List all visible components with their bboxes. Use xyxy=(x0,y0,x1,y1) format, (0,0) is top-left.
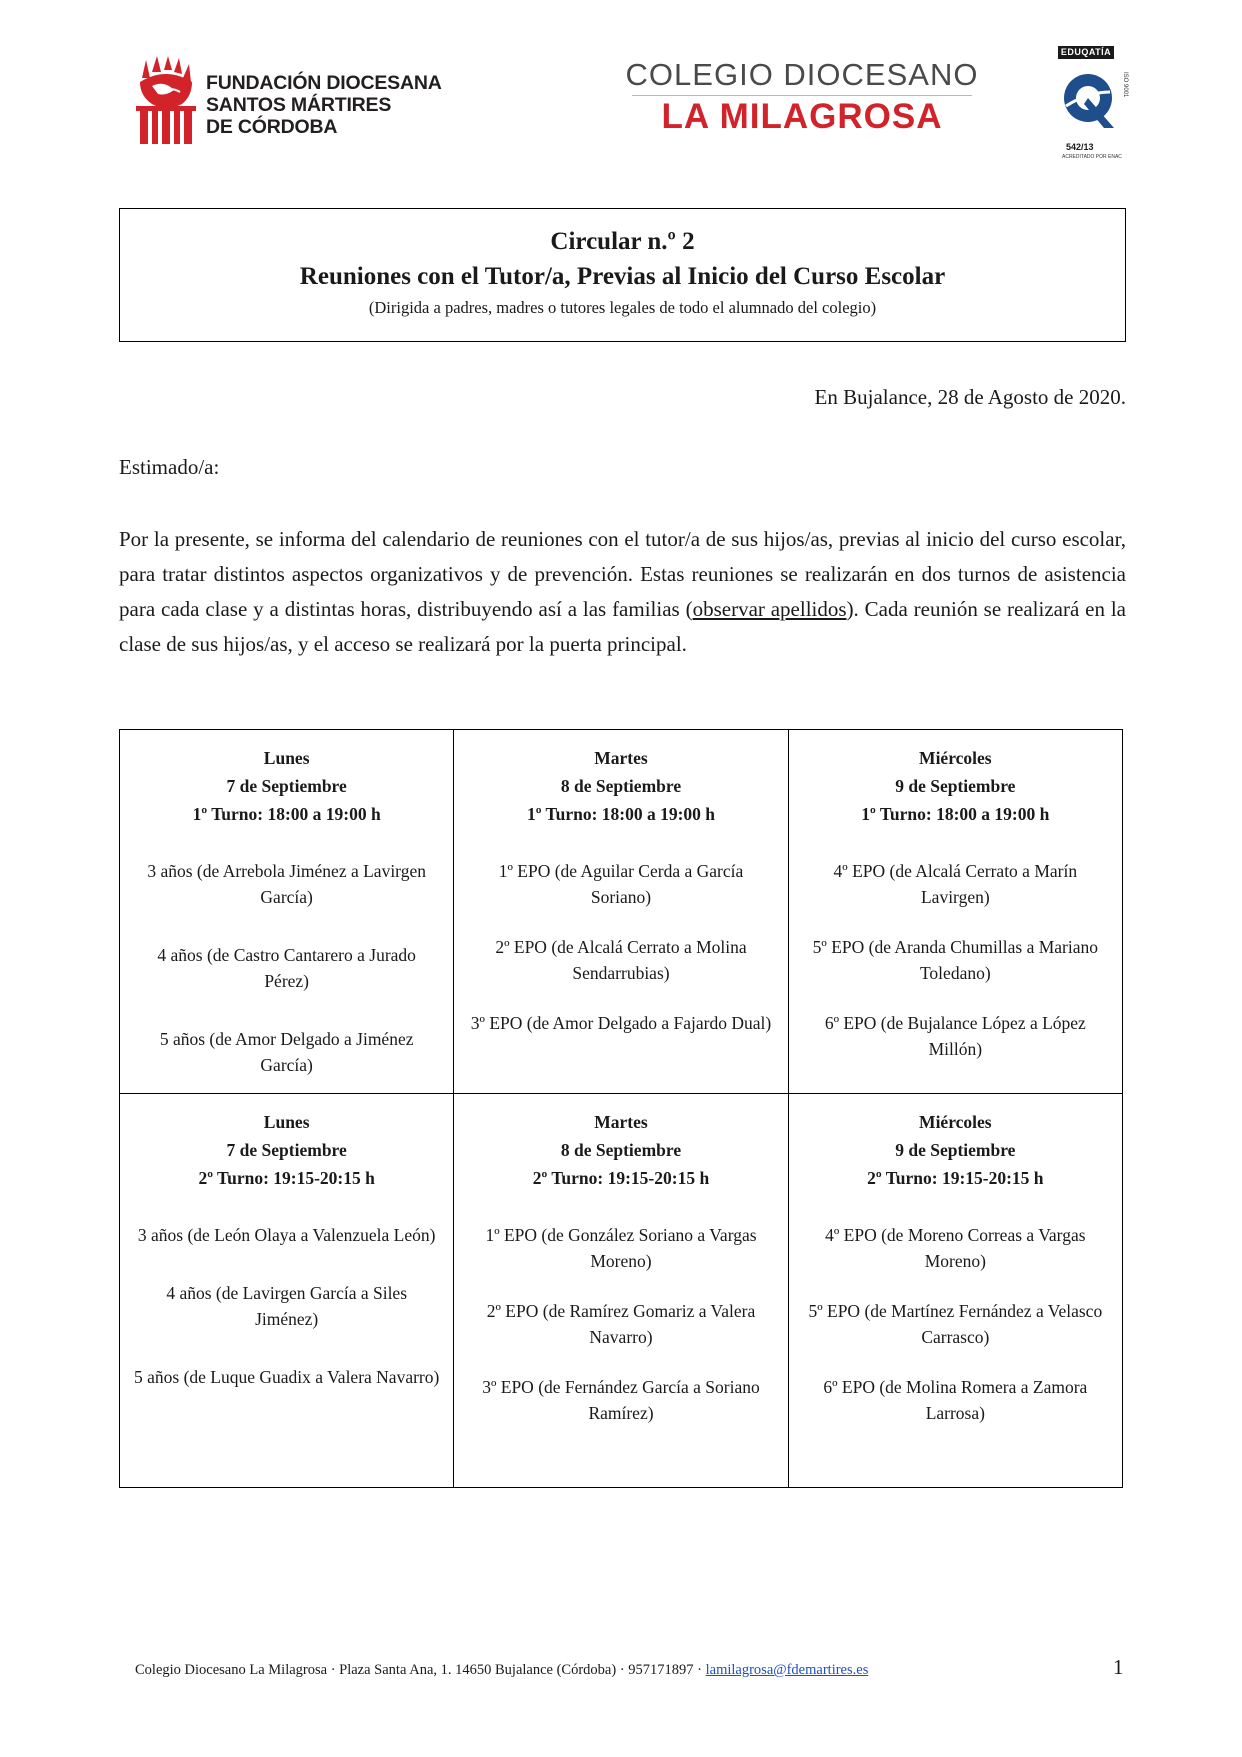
martyrs-emblem-icon xyxy=(134,56,198,148)
schedule-table xyxy=(119,729,1123,1488)
cell-header: Lunes 7 de Septiembre 1º Turno: 18:00 a 19:00 h xyxy=(192,748,381,824)
meeting-entry: 3º EPO (de Amor Delgado a Fajardo Dual) xyxy=(470,1013,772,1033)
circular-title-box xyxy=(119,208,1126,342)
quality-cert-logo xyxy=(1058,46,1138,162)
schedule-cell xyxy=(454,730,788,1094)
footer-address: Colegio Diocesano La Milagrosa · Plaza Santa Ana, 1. 14650 Bujalance (Córdoba) · 957171897 · xyxy=(135,1662,706,1678)
body-underlined: observar apellidos xyxy=(692,597,847,621)
schedule-row-first-turn xyxy=(120,730,1123,1094)
meeting-entry: 6º EPO (de Molina Romera a Zamora Larrosa) xyxy=(823,1377,1088,1423)
cert-label: EDUQATÍA xyxy=(1058,46,1114,59)
schedule-cell xyxy=(788,1094,1122,1488)
meeting-entry: 5º EPO (de Martínez Fernández a Velasco Carrasco) xyxy=(808,1301,1103,1347)
footer-email-link[interactable]: lamilagrosa@fdemartires.es xyxy=(705,1662,869,1678)
schedule-cell xyxy=(788,730,1122,1094)
letter-date: En Bujalance, 28 de Agosto de 2020. xyxy=(814,385,1126,409)
cert-accredited: ACREDITADO POR ENAC xyxy=(1062,154,1122,160)
body-text-1: Por la presente, se informa del calendario de reuniones con el tutor/a de sus hijos/as, previas al inicio del curso escolar, para tratar distintos aspectos organizativos y de prevención. Estas reuniones se realizarán en dos turnos de asistencia para cada clase y a distintas horas, distribuyendo así a las familias ( xyxy=(119,527,1126,621)
circular-title: Reuniones con el Tutor/a, Previas al Inicio del Curso Escolar xyxy=(299,263,946,290)
meeting-entry: 1º EPO (de Aguilar Cerda a García Soriano) xyxy=(498,861,744,907)
meeting-entry: 3 años (de León Olaya a Valenzuela León) xyxy=(137,1225,436,1245)
meeting-entry: 4 años (de Castro Cantarero a Jurado Pérez) xyxy=(157,945,416,991)
cert-number: 542/13 xyxy=(1066,142,1094,152)
school-name-bottom: LA MILAGROSA xyxy=(661,97,943,136)
meeting-entry: 2º EPO (de Ramírez Gomariz a Valera Navarro) xyxy=(486,1301,756,1347)
page-footer xyxy=(135,1662,868,1679)
cert-iso-text: ISO 9001 xyxy=(1122,72,1128,98)
logo-divider xyxy=(632,95,972,96)
cell-header: Lunes 7 de Septiembre 2º Turno: 19:15-20:15 h xyxy=(198,1112,375,1188)
schedule-row-second-turn xyxy=(120,1094,1123,1488)
cell-header: Martes 8 de Septiembre 2º Turno: 19:15-20:15 h xyxy=(532,1112,710,1188)
foundation-name: FUNDACIÓN DIOCESANA SANTOS MÁRTIRES DE CÓRDOBA xyxy=(206,72,442,138)
schedule-cell xyxy=(120,1094,454,1488)
page-number: 1 xyxy=(1113,1655,1124,1679)
schedule-cell xyxy=(120,730,454,1094)
meeting-entry: 5 años (de Luque Guadix a Valera Navarro) xyxy=(134,1367,440,1387)
iso-q-icon xyxy=(1058,62,1138,142)
cell-header: Martes 8 de Septiembre 1º Turno: 18:00 a 19:00 h xyxy=(526,748,716,824)
meeting-entry: 4º EPO (de Moreno Correas a Vargas Moreno) xyxy=(825,1225,1086,1271)
cell-header: Miércoles 9 de Septiembre 2º Turno: 19:15-20:15 h xyxy=(867,1112,1044,1188)
cell-header: Miércoles 9 de Septiembre 1º Turno: 18:00 a 19:00 h xyxy=(861,748,1050,824)
body-paragraph xyxy=(119,522,1126,662)
meeting-entry: 4º EPO (de Alcalá Cerrato a Marín Lavirgen) xyxy=(833,861,1078,907)
greeting: Estimado/a: xyxy=(119,455,220,479)
school-logo xyxy=(622,58,982,138)
circular-audience: (Dirigida a padres, madres o tutores legales de todo el alumnado del colegio) xyxy=(368,298,877,317)
meeting-entry: 2º EPO (de Alcalá Cerrato a Molina Sendarrubias) xyxy=(495,937,747,983)
body-text-2: ). Cada reunión se realizará en la clase de sus hijos/as, y el acceso se realizará por la puerta principal. xyxy=(119,597,1126,656)
school-name-top: COLEGIO DIOCESANO xyxy=(625,57,979,92)
schedule-cell xyxy=(454,1094,788,1488)
meeting-entry: 1º EPO (de González Soriano a Vargas Moreno) xyxy=(485,1225,757,1271)
meeting-entry: 5 años (de Amor Delgado a Jiménez García) xyxy=(159,1029,414,1075)
meeting-entry: 3º EPO (de Fernández García a Soriano Ramírez) xyxy=(482,1377,760,1423)
meeting-entry: 4 años (de Lavirgen García a Siles Jiménez) xyxy=(166,1283,408,1329)
meeting-entry: 5º EPO (de Aranda Chumillas a Mariano Toledano) xyxy=(812,937,1099,983)
meeting-entry: 6º EPO (de Bujalance López a López Millón) xyxy=(824,1013,1086,1059)
meeting-entry: 3 años (de Arrebola Jiménez a Lavirgen García) xyxy=(147,861,426,907)
circular-number: Circular n.º 2 xyxy=(550,228,695,255)
foundation-logo xyxy=(134,56,464,148)
